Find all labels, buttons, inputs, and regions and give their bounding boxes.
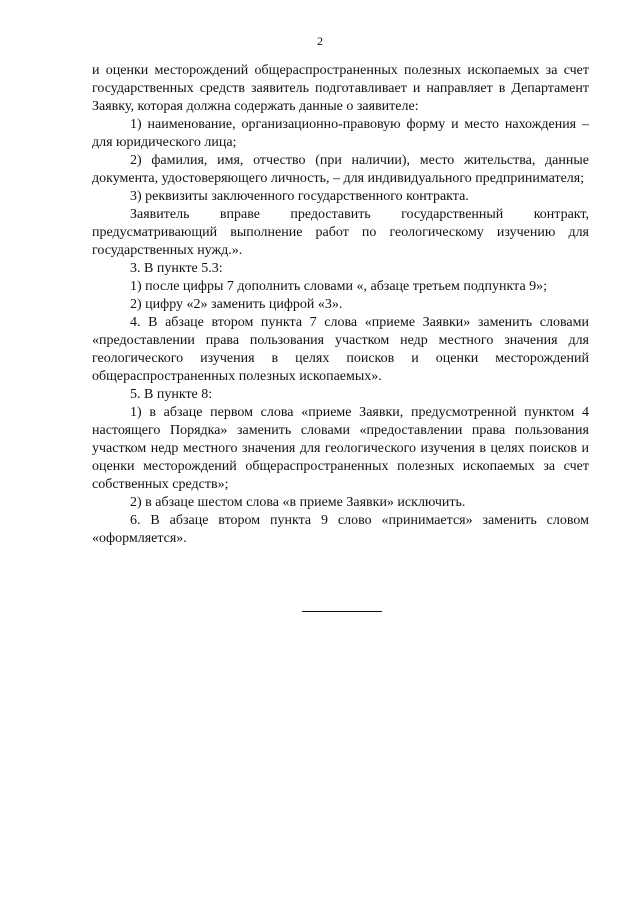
list-item-contract: 3) реквизиты заключенного государственного контракта.: [130, 189, 469, 204]
closing-divider: [302, 611, 382, 612]
section-3-item-1: 1) после цифры 7 дополнить словами «, абзаце третьем подпункта 9»;: [130, 279, 548, 294]
section-3-heading: 3. В пункте 5.3:: [130, 261, 223, 276]
section-3-item-2: 2) цифру «2» заменить цифрой «3».: [130, 297, 343, 312]
list-item-name: 1) наименование, организационно-правовую форму и место нахождения – для юридического лица;: [92, 117, 589, 150]
section-5-heading: 5. В пункте 8:: [130, 387, 213, 402]
section-5-item-1: 1) в абзаце первом слова «приеме Заявки, предусмотренной пунктом 4 настоящего Порядка» заменить словами «предоставлении права пользования участком недр местного значения для геологического изучения в целях поисков и оценки месторождений общераспространенных полезных ископаемых за счет собственных средств»;: [92, 405, 589, 492]
paragraph-intro: и оценки месторождений общераспространенных полезных ископаемых за счет государственных средств заявитель подготавливает и направляет в Департамент Заявку, которая должна содержать данные о заявителе:: [92, 63, 589, 114]
page-number: 2: [317, 34, 323, 48]
list-item-fio: 2) фамилия, имя, отчество (при наличии), место жительства, данные документа, удостоверяющего личность, – для индивидуального предпринимателя;: [92, 153, 589, 186]
section-4-paragraph: 4. В абзаце втором пункта 7 слова «приеме Заявки» заменить словами «предоставлении права пользования участком недр местного значения для геологического изучения в целях поисков и оценки месторождений общераспространенных полезных ископаемых».: [92, 315, 589, 384]
document-body: [92, 62, 589, 548]
section-5-item-2: 2) в абзаце шестом слова «в приеме Заявки» исключить.: [130, 495, 466, 510]
paragraph-applicant-right: Заявитель вправе предоставить государственный контракт, предусматривающий выполнение работ по геологическому изучению для государственных нужд.».: [92, 207, 589, 258]
section-6-paragraph: 6. В абзаце втором пункта 9 слово «принимается» заменить словом «оформляется».: [92, 513, 589, 546]
